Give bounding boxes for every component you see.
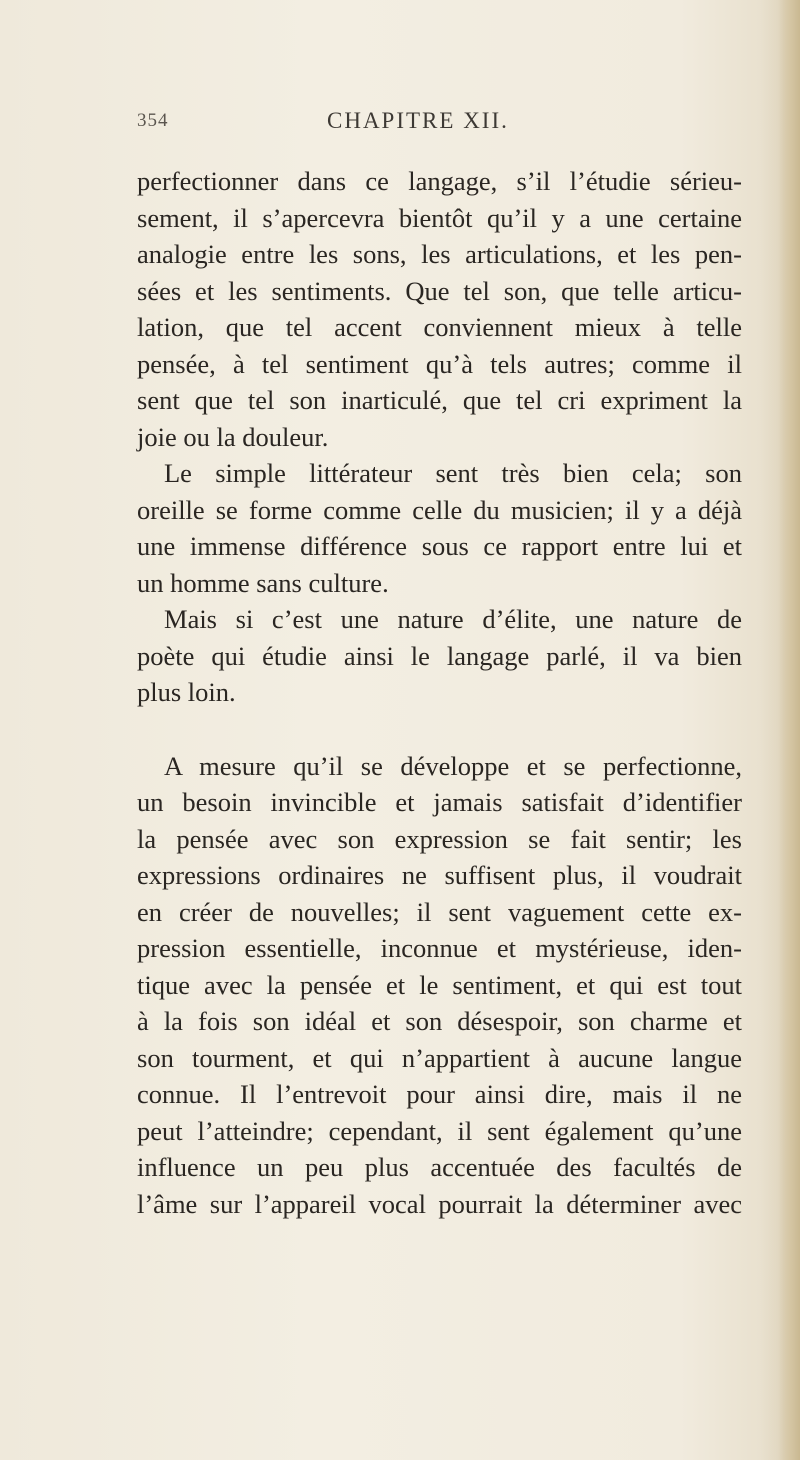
text-line: perfectionner dans ce langage, s’il l’étudie sérieu- bbox=[137, 166, 742, 196]
text-line: expressions ordinaires ne suffisent plus, il voudrait bbox=[137, 860, 742, 890]
page-edge-shadow bbox=[778, 0, 800, 1460]
paragraph bbox=[137, 163, 742, 455]
text-line: en créer de nouvelles; il sent vaguement cette ex- bbox=[137, 896, 742, 927]
running-head: CHAPITRE XII. bbox=[327, 108, 509, 133]
text-line: joie ou la douleur. bbox=[137, 421, 329, 452]
paragraph bbox=[137, 748, 742, 1223]
text-line: pression essentielle, inconnue et mystérieuse, iden- bbox=[137, 933, 742, 963]
text-line: une immense différence sous ce rapport entre lui et bbox=[137, 531, 742, 561]
text-line: analogie entre les sons, les articulations, et les pen- bbox=[137, 239, 742, 269]
text-line: sent que tel son inarticulé, que tel cri expriment la bbox=[137, 385, 742, 415]
page-header bbox=[0, 108, 800, 148]
text-line: Mais si c’est une nature d’élite, une nature de bbox=[164, 604, 742, 634]
text-line: poète qui étudie ainsi le langage parlé, il va bien bbox=[137, 640, 742, 671]
text-line: sées et les sentiments. Que tel son, que telle articu- bbox=[137, 275, 742, 306]
text-line: lation, que tel accent conviennent mieux à telle bbox=[137, 312, 742, 342]
text-line: Le simple littérateur sent très bien cela; son bbox=[164, 458, 742, 488]
text-line: un besoin invincible et jamais satisfait d’identifier bbox=[137, 787, 742, 817]
text-line: à la fois son idéal et son désespoir, son charme et bbox=[137, 1006, 742, 1036]
paragraph bbox=[137, 601, 742, 711]
text-line: l’âme sur l’appareil vocal pourrait la déterminer avec bbox=[137, 1188, 742, 1219]
text-line: pensée, à tel sentiment qu’à tels autres; comme il bbox=[137, 348, 742, 379]
text-line: sement, il s’apercevra bientôt qu’il y a une certaine bbox=[137, 202, 742, 233]
text-line: la pensée avec son expression se fait sentir; les bbox=[137, 823, 742, 854]
paragraph bbox=[137, 455, 742, 601]
text-line: influence un peu plus accentuée des facultés de bbox=[137, 1152, 742, 1182]
text-line: un homme sans culture. bbox=[137, 567, 389, 598]
body-text bbox=[137, 163, 742, 1222]
text-line: A mesure qu’il se développe et se perfectionne, bbox=[164, 750, 742, 781]
text-line: connue. Il l’entrevoit pour ainsi dire, mais il ne bbox=[137, 1079, 742, 1109]
text-line: tique avec la pensée et le sentiment, et qui est tout bbox=[137, 969, 742, 1000]
paragraph-gap bbox=[137, 711, 742, 748]
text-line: oreille se forme comme celle du musicien; il y a déjà bbox=[137, 494, 742, 525]
text-line: peut l’atteindre; cependant, il sent également qu’une bbox=[137, 1115, 742, 1146]
text-line: plus loin. bbox=[137, 677, 236, 707]
page-number: 354 bbox=[137, 110, 169, 131]
text-line: son tourment, et qui n’appartient à aucune langue bbox=[137, 1042, 742, 1073]
